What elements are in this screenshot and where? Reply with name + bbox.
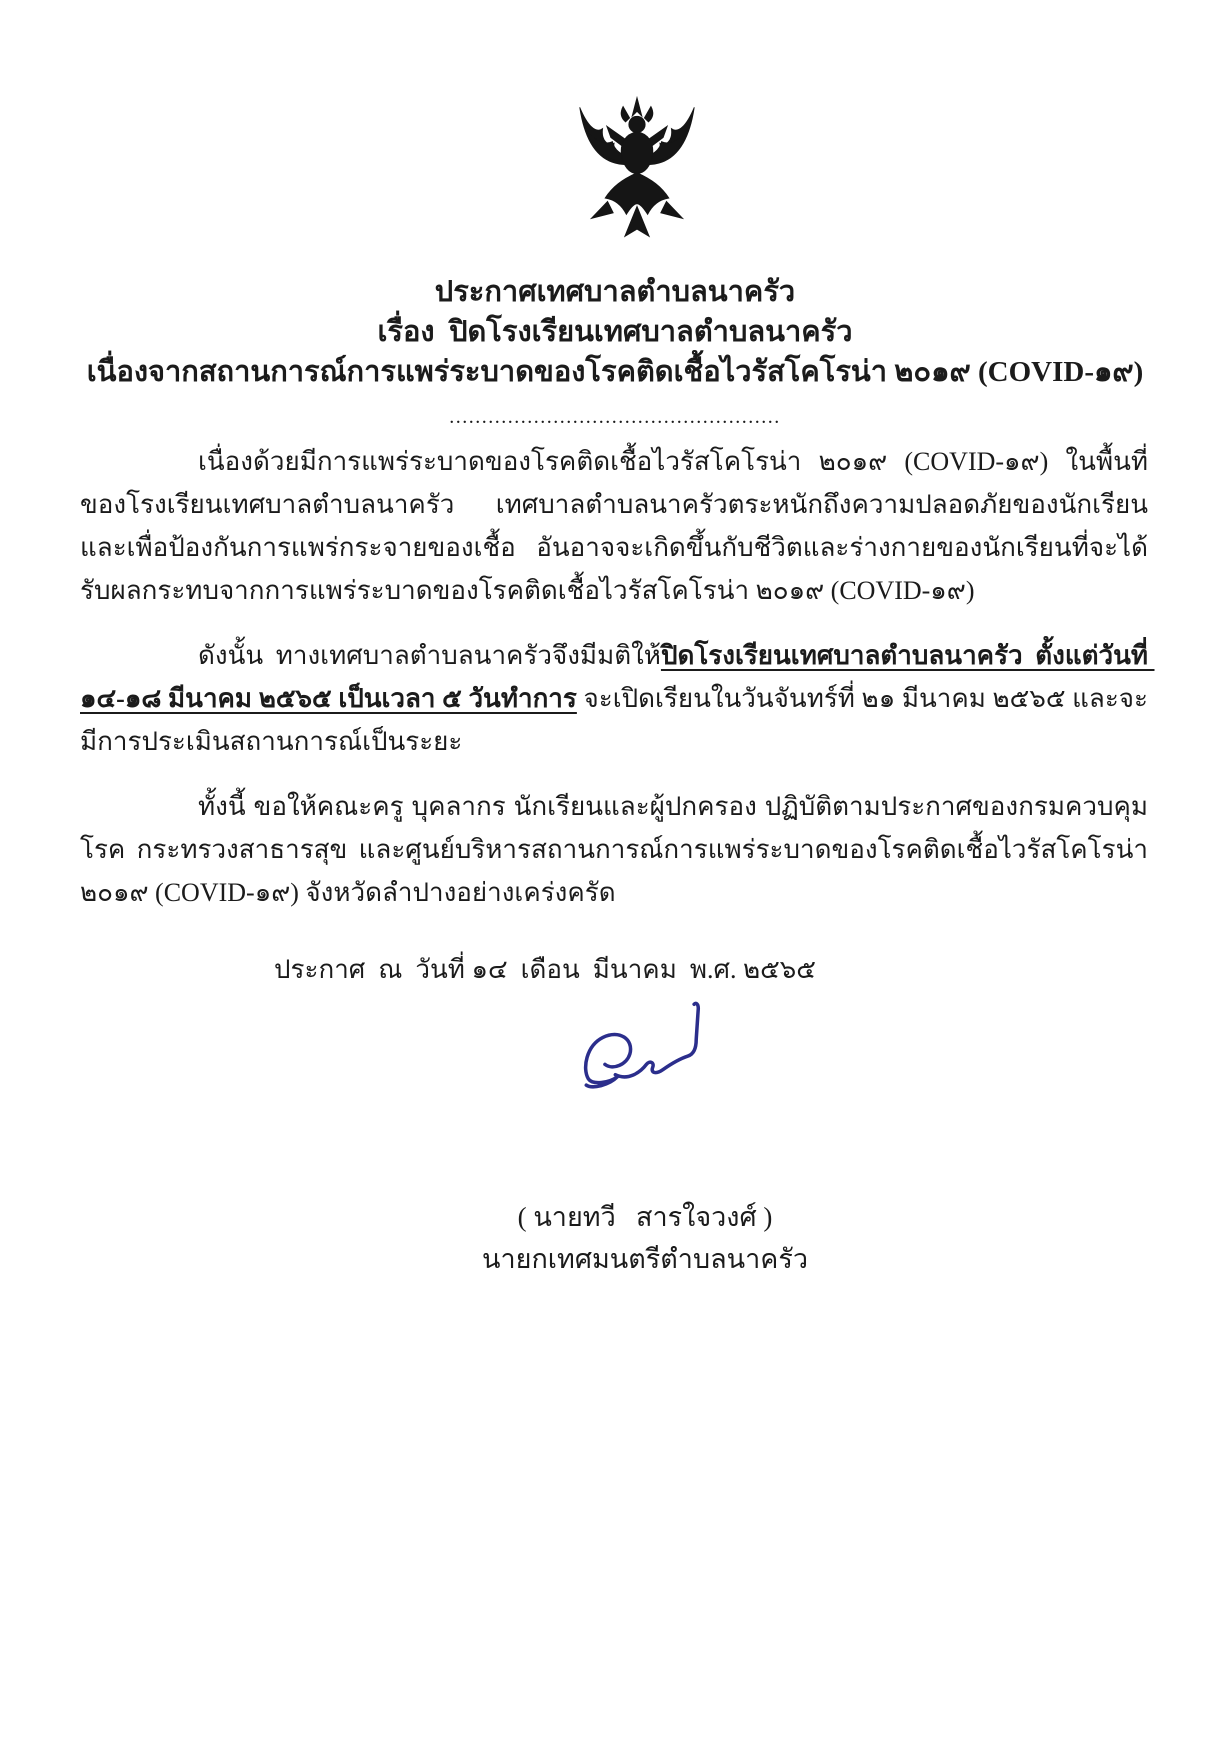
paragraph-compliance: ทั้งนี้ ขอให้คณะครู บุคลากร นักเรียนและผู้ปกครอง ปฏิบัติตามประกาศของกรมควบคุมโรค กระทรวงสาธารสุข และศูนย์บริหารสถานการณ์การแพร่ระบาดของโรคติดเชื้อไวรัสโคโรน่า ๒๐๑๙ (COVID-๑๙) จังหวัดลำปางอย่างเคร่งครัด: [80, 792, 1155, 907]
closure-dates-emphasis: ปิดโรงเรียนเทศบาลตำบลนาครัว ตั้งแต่วันที่ ๑๔-๑๘ มีนาคม ๒๕๖๕ เป็นเวลา ๕ วันทำการ: [80, 641, 1155, 713]
subject-line: เรื่อง ปิดโรงเรียนเทศบาลตำบลนาครัว: [377, 316, 853, 348]
signer-name: ( นายทวี สารใจวงศ์ ): [517, 1202, 773, 1232]
paragraph-resolution: [80, 634, 1155, 763]
handwritten-signature: [578, 998, 718, 1110]
paragraph-background: เนื่องด้วยมีการแพร่ระบาดของโรคติดเชื้อไวรัสโคโรน่า ๒๐๑๙ (COVID-๑๙) ในพื้นที่ของโรงเรียนเทศบาลตำบลนาครัว เทศบาลตำบลนาครัวตระหนักถึงความปลอดภัยของนักเรียนและเพื่อป้องกันการแพร่กระจายของเชื้อ อันอาจจะเกิดขึ้นกับชีวิตและร่างกายของนักเรียนที่จะได้รับผลกระทบจากการแพร่ระบาดของโรคติดเชื้อไวรัสโคโรน่า ๒๐๑๙ (COVID-๑๙): [80, 447, 1148, 605]
announcement-date: ประกาศ ณ วันที่ ๑๔ เดือน มีนาคม พ.ศ. ๒๕๖๕: [274, 955, 816, 984]
dotted-divider: ...................................................: [449, 406, 781, 428]
announcement-title: ประกาศเทศบาลตำบลนาครัว: [434, 276, 796, 308]
signer-block: [80, 1196, 1210, 1280]
document-body: [80, 440, 1155, 991]
resolution-suffix: จะเปิดเรียนในวันจันทร์ที่ ๒๑ มีนาคม ๒๕๖๕ และจะมีการประเมินสถานการณ์เป็นระยะ: [80, 684, 1148, 756]
signer-position: นายกเทศมนตรีตำบลนาครัว: [482, 1244, 808, 1274]
resolution-prefix: ดังนั้น ทางเทศบาลตำบลนาครัวจึงมีมติให้: [198, 641, 661, 670]
garuda-emblem-icon: [547, 90, 727, 262]
document-header: [45, 272, 1185, 428]
reason-line: เนื่องจากสถานการณ์การแพร่ระบาดของโรคติดเชื้อไวรัสโคโรน่า ๒๐๑๙ (COVID-๑๙): [86, 356, 1144, 388]
